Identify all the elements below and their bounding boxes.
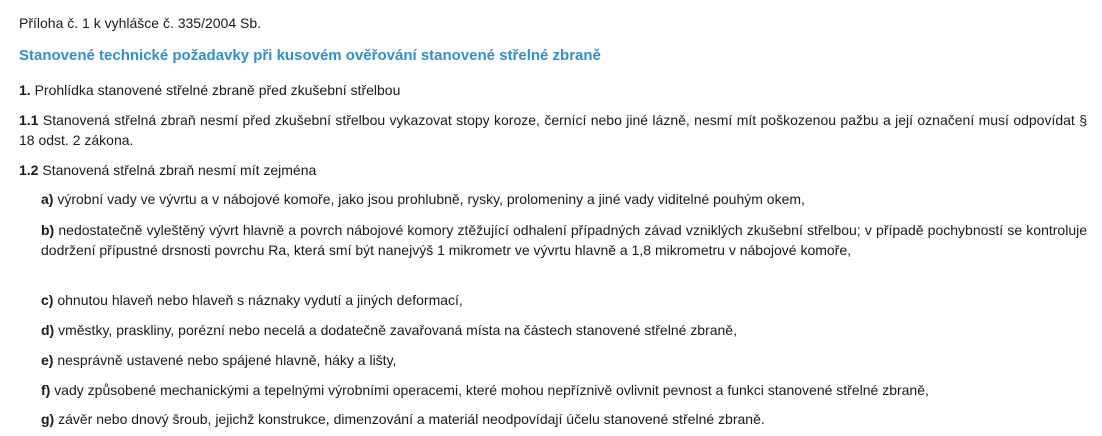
item-label: b) bbox=[41, 222, 55, 238]
item-label: f) bbox=[41, 382, 51, 398]
item-text: vměstky, praskliny, porézní nebo necelá a dodatečně zavařovaná místa na částech stanovené střelné zbraně, bbox=[58, 322, 737, 338]
item-text: závěr nebo dnový šroub, jejichž konstrukce, dimenzování a materiál neodpovídají účelu stanovené střelné zbraně. bbox=[58, 411, 765, 427]
item-text: ohnutou hlaveň nebo hlaveň s náznaky vydutí a jiných deformací, bbox=[57, 292, 463, 308]
section-number: 1.1 bbox=[19, 112, 39, 128]
item-label: g) bbox=[41, 411, 55, 427]
section-text: Stanovená střelná zbraň nesmí mít zejména bbox=[42, 162, 317, 178]
item-text: vady způsobené mechanickými a tepelnými výrobními operacemi, které mohou nepříznivě ovlivnit pevnost a funkci stanovené střelné zbraně, bbox=[54, 382, 929, 398]
item-text: výrobní vady ve vývrtu a v nábojové komoře, jako jsou prohlubně, rysky, prolomeniny a jiné vady viditelné pouhým okem, bbox=[57, 191, 805, 207]
item-label: a) bbox=[41, 191, 54, 207]
list-item-b bbox=[41, 220, 1087, 260]
list-item-c bbox=[41, 290, 1087, 310]
section-number: 1. bbox=[19, 82, 31, 98]
list-item-g bbox=[41, 409, 1087, 429]
document-title bbox=[19, 46, 1087, 66]
list-item-e bbox=[41, 350, 1087, 370]
section-1-1 bbox=[19, 110, 1087, 150]
item-label: c) bbox=[41, 292, 54, 308]
item-label: d) bbox=[41, 322, 55, 338]
section-number: 1.2 bbox=[19, 162, 39, 178]
section-1 bbox=[19, 80, 1087, 100]
list-item-a bbox=[41, 189, 1087, 209]
list-item-f bbox=[41, 380, 1087, 400]
item-label: e) bbox=[41, 352, 54, 368]
header-text: Příloha č. 1 k vyhlášce č. 335/2004 Sb. bbox=[19, 15, 262, 31]
list-item-d bbox=[41, 320, 1087, 340]
item-text: nesprávně ustavené nebo spájené hlavně, háky a lišty, bbox=[57, 352, 397, 368]
section-1-2 bbox=[19, 160, 1087, 180]
title-text: Stanovené technické požadavky při kusovém ověřování stanovené střelné zbraně bbox=[19, 47, 601, 64]
section-text: Prohlídka stanovené střelné zbraně před zkušební střelbou bbox=[34, 82, 401, 98]
document-header bbox=[19, 13, 1087, 33]
item-text: nedostatečně vyleštěný vývrt hlavně a povrch nábojové komory ztěžující odhalení případných závad vzniklých zkušební střelbou; v případě pochybností se kontroluje dodržení přípustné drsnosti povrchu Ra, která smí být nanejvýš 1 mikrometr ve vývrtu hlavně a 1,8 mikrometru v nábojové komoře, bbox=[41, 222, 1087, 258]
section-text: Stanovená střelná zbraň nesmí před zkušební střelbou vykazovat stopy koroze, černící nebo jiné lázně, nesmí mít poškozenou pažbu a její označení musí odpovídat § 18 odst. 2 zákona. bbox=[19, 112, 1087, 148]
